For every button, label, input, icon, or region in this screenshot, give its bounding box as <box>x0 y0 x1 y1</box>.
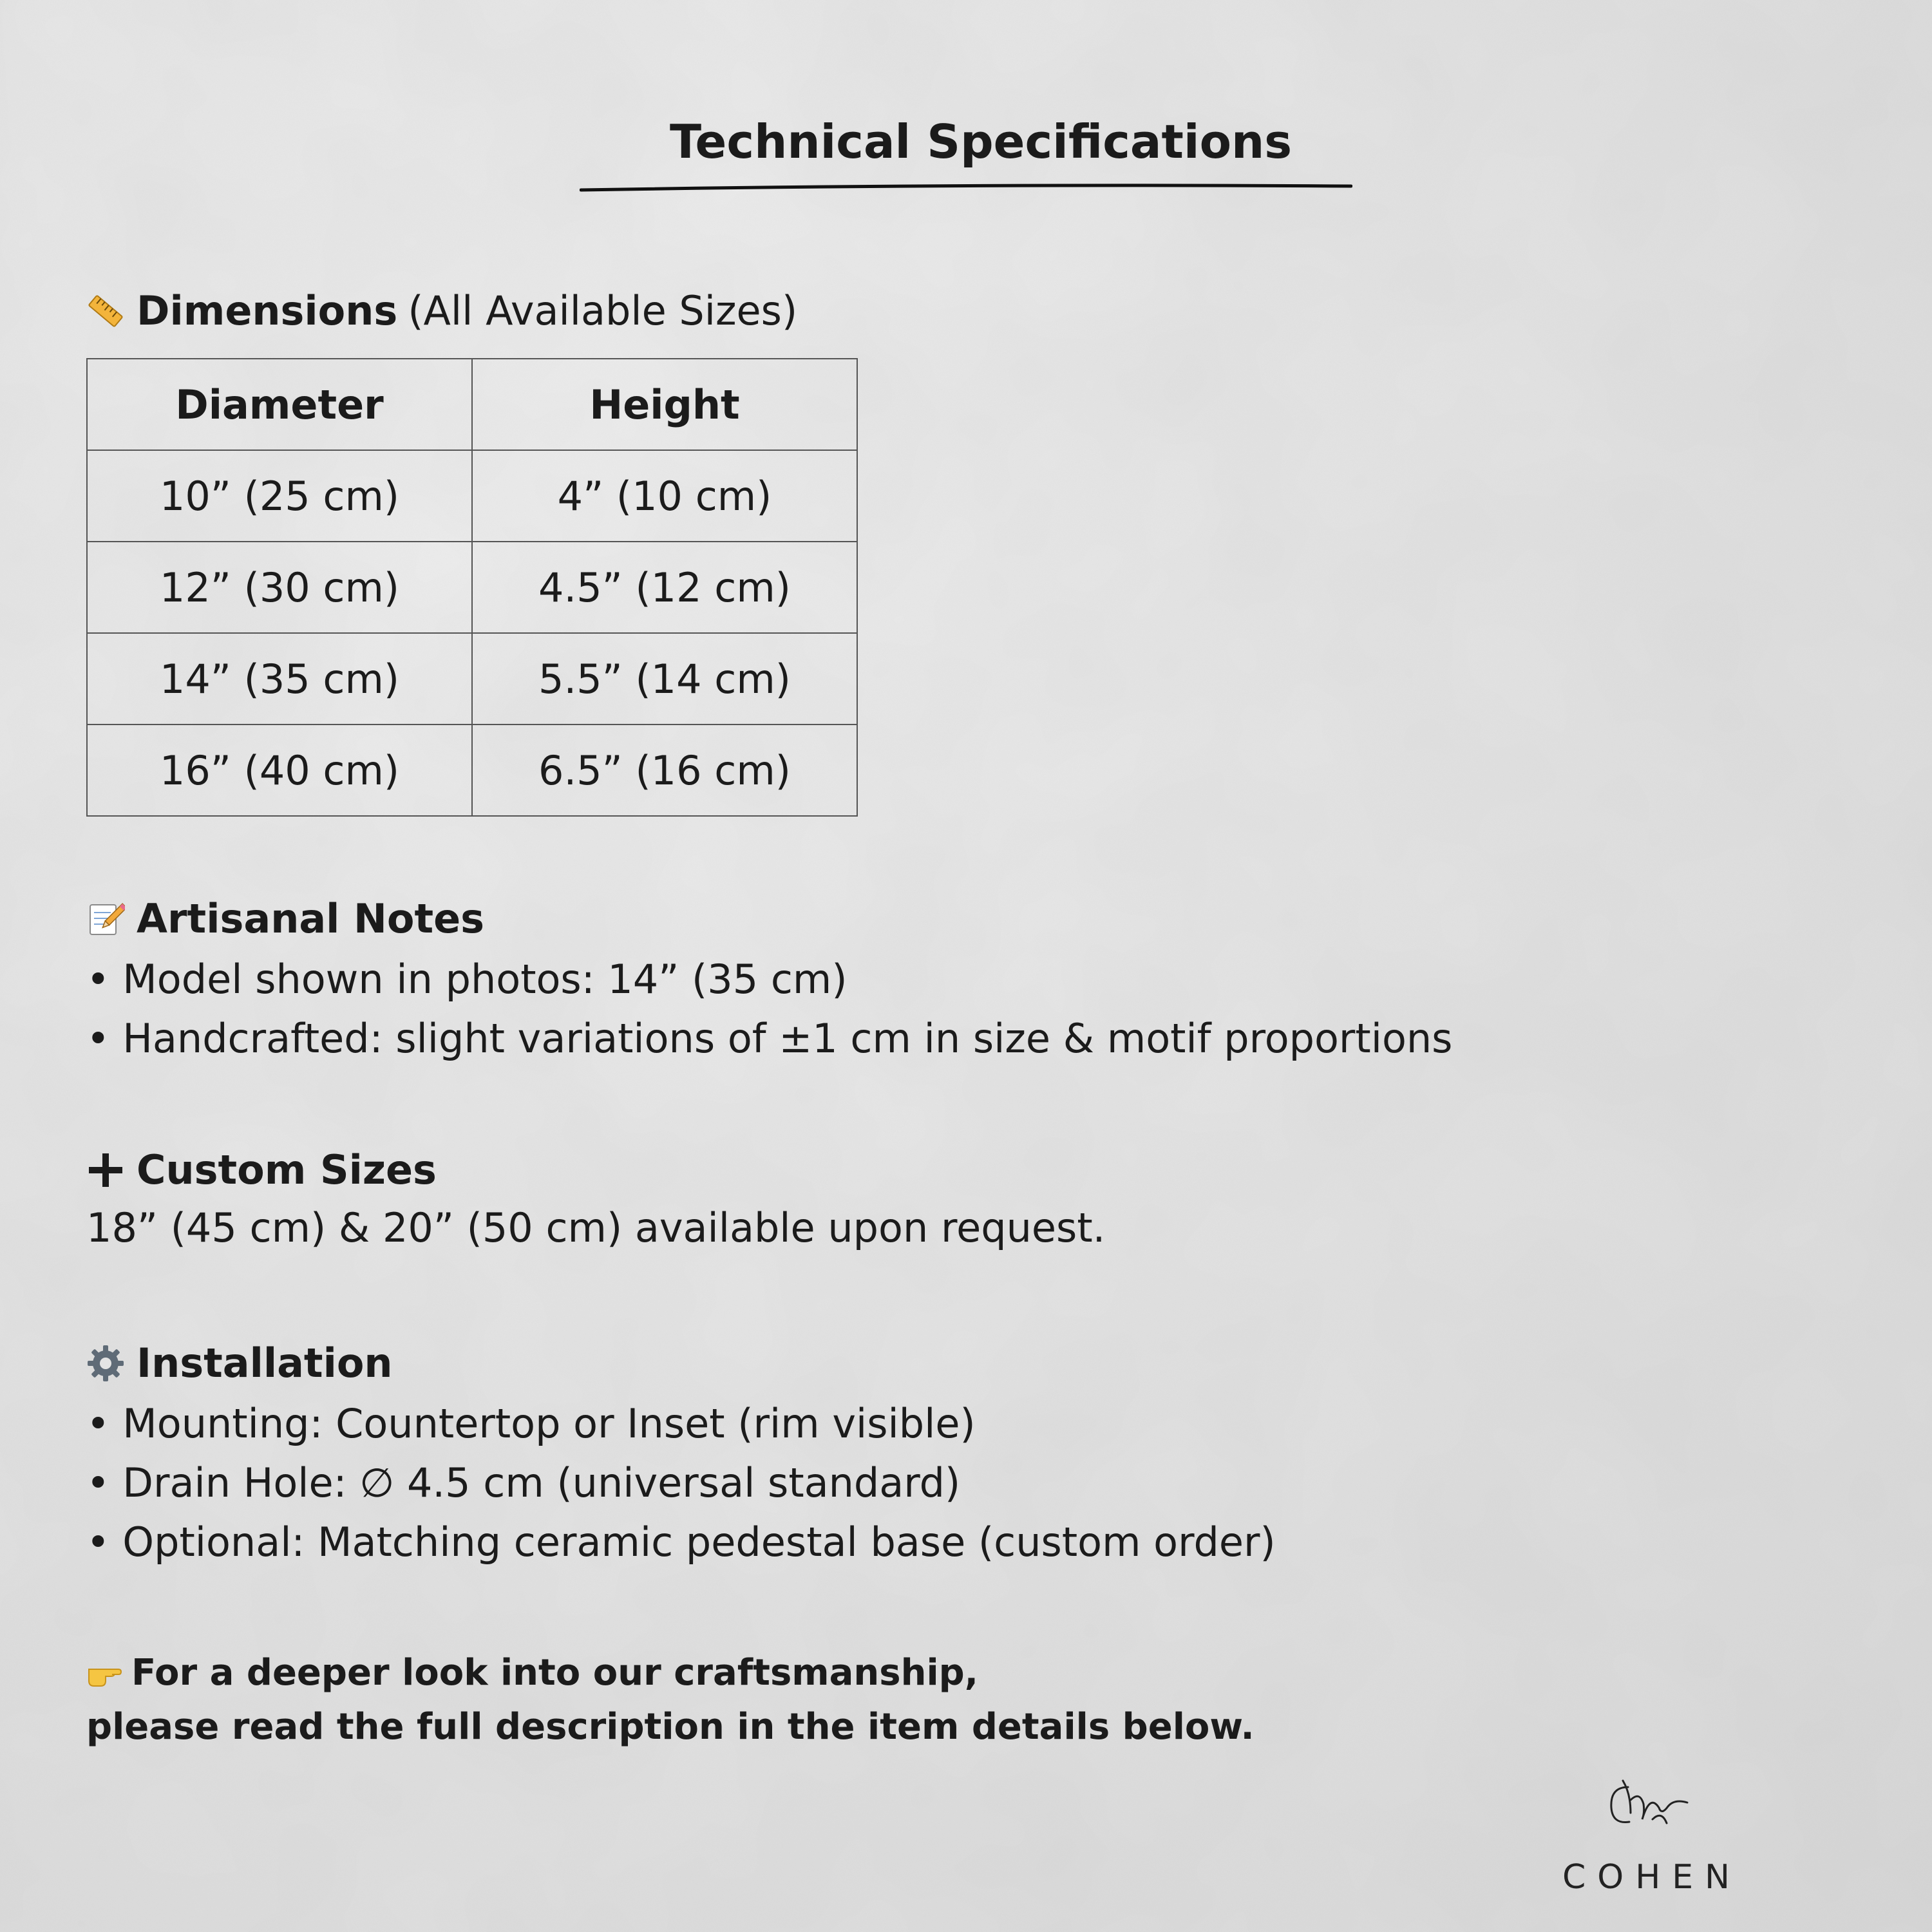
installation-title: Installation <box>137 1340 393 1387</box>
table-row <box>87 450 857 542</box>
title-underline <box>580 182 1352 193</box>
height-cell: 4.5” (12 cm) <box>472 542 857 633</box>
dimensions-heading <box>86 287 797 334</box>
page-title: Technical Specifications <box>670 115 1293 169</box>
column-header-diameter: Diameter <box>87 359 472 450</box>
installation-heading <box>86 1340 393 1387</box>
table-row <box>87 724 857 816</box>
artisanal-title: Artisanal Notes <box>137 895 485 942</box>
custom-sizes-text: 18” (45 cm) & 20” (50 cm) available upon request. <box>86 1204 1106 1251</box>
height-cell: 6.5” (16 cm) <box>472 724 857 816</box>
plus-icon <box>86 1151 125 1189</box>
dimensions-title: Dimensions <box>137 287 398 334</box>
cta-line-2: please read the full description in the item details below. <box>86 1706 1255 1748</box>
custom-sizes-title: Custom Sizes <box>137 1146 437 1193</box>
list-item: • Model shown in photos: 14” (35 cm) <box>86 950 1452 1009</box>
dimensions-subtitle: (All Available Sizes) <box>408 287 798 334</box>
installation-list <box>86 1394 1276 1572</box>
dimensions-table <box>86 358 858 817</box>
pointing-hand-icon <box>86 1655 122 1691</box>
height-cell: 4” (10 cm) <box>472 450 857 542</box>
diameter-cell: 12” (30 cm) <box>87 542 472 633</box>
gear-icon <box>86 1344 125 1383</box>
artisanal-heading <box>86 895 484 942</box>
table-header-row <box>87 359 857 450</box>
brand-logo <box>1558 1768 1745 1897</box>
height-cell: 5.5” (14 cm) <box>472 633 857 724</box>
brand-name: COHEN <box>1562 1858 1742 1897</box>
custom-sizes-heading <box>86 1146 437 1193</box>
table-row <box>87 633 857 724</box>
list-item: • Mounting: Countertop or Inset (rim visible) <box>86 1394 1276 1454</box>
signature-mark <box>1597 1768 1700 1839</box>
memo-icon <box>86 900 125 938</box>
column-header-height: Height <box>472 359 857 450</box>
call-to-action <box>86 1646 1255 1754</box>
list-item: • Optional: Matching ceramic pedestal base (custom order) <box>86 1513 1276 1572</box>
diameter-cell: 14” (35 cm) <box>87 633 472 724</box>
ruler-icon <box>86 292 125 330</box>
diameter-cell: 16” (40 cm) <box>87 724 472 816</box>
list-item: • Drain Hole: ∅ 4.5 cm (universal standard) <box>86 1454 1276 1513</box>
diameter-cell: 10” (25 cm) <box>87 450 472 542</box>
cta-line-1: For a deeper look into our craftsmanship, <box>131 1652 979 1694</box>
table-row <box>87 542 857 633</box>
artisanal-list <box>86 950 1452 1068</box>
list-item: • Handcrafted: slight variations of ±1 cm in size & motif proportions <box>86 1009 1452 1068</box>
